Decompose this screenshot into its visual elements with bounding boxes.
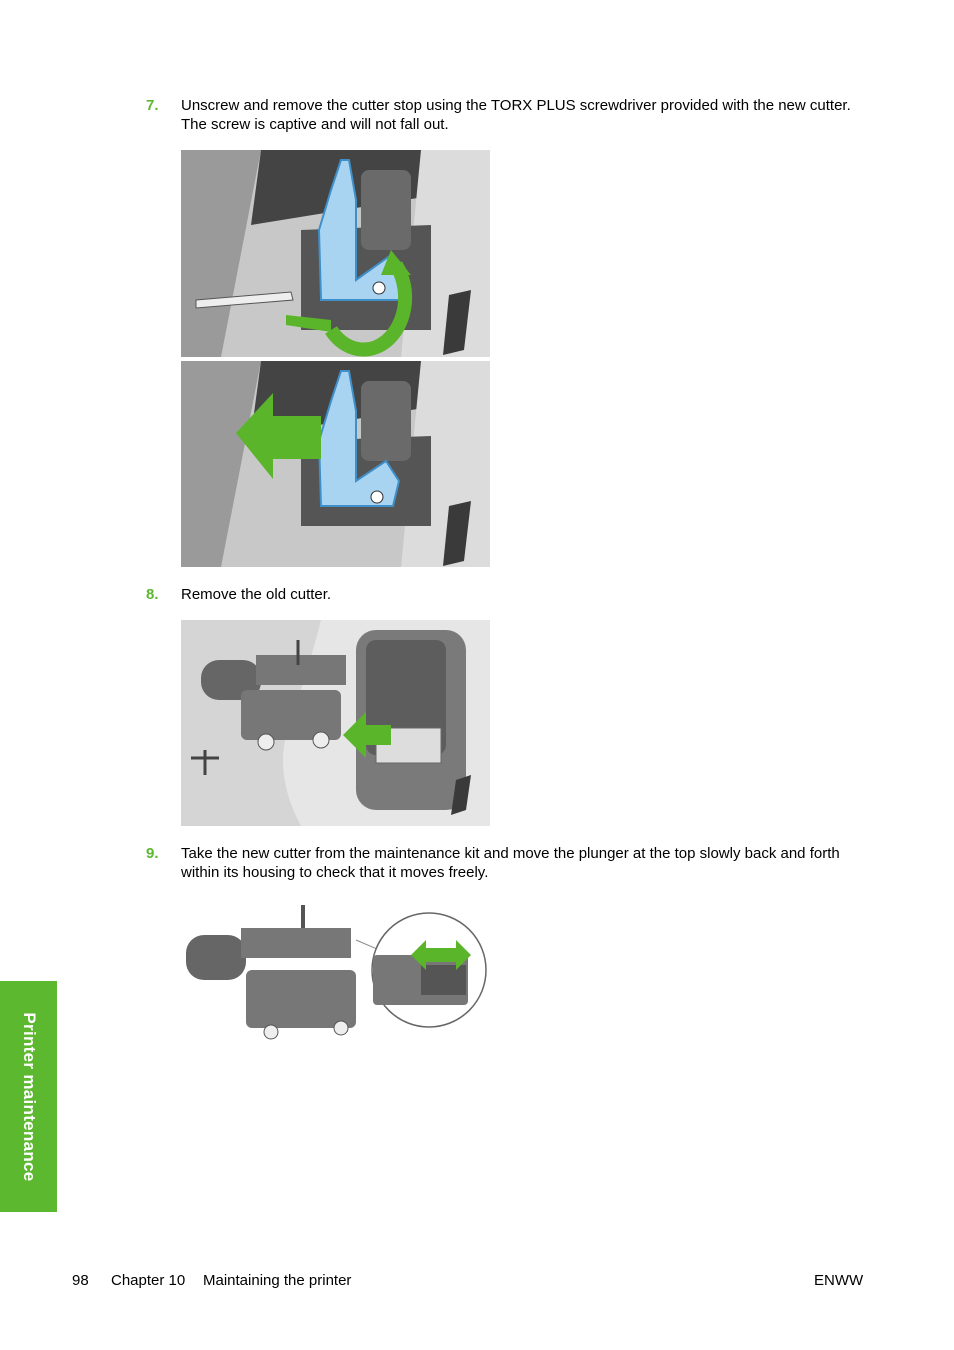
footer-locale: ENWW [814, 1272, 864, 1289]
step-number: 8. [146, 586, 159, 603]
step-text: Take the new cutter from the maintenance kit and move the plunger at the top slowly back and forth within its housing to check that it moves freely. [181, 845, 840, 881]
figure-remove-old-cutter [181, 620, 490, 826]
footer-chapter: Chapter 10 [111, 1272, 186, 1289]
figure-remove-cutter-stop [181, 361, 490, 567]
step-number: 7. [146, 97, 159, 114]
chapter-side-tab [0, 981, 57, 1212]
side-tab-label: Printer maintenance [19, 1011, 39, 1182]
figure-new-cutter-plunger [181, 900, 490, 1040]
footer-chapter-title: Maintaining the printer [203, 1272, 352, 1289]
figure-unscrew-cutter-stop [181, 150, 490, 357]
step-text: Remove the old cutter. [181, 586, 332, 603]
step-text: Unscrew and remove the cutter stop using the TORX PLUS screwdriver provided with the new cutter. The screw is captive and will not fall out. [181, 97, 851, 133]
footer-page-number: 98 [72, 1272, 89, 1289]
step-number: 9. [146, 845, 159, 862]
